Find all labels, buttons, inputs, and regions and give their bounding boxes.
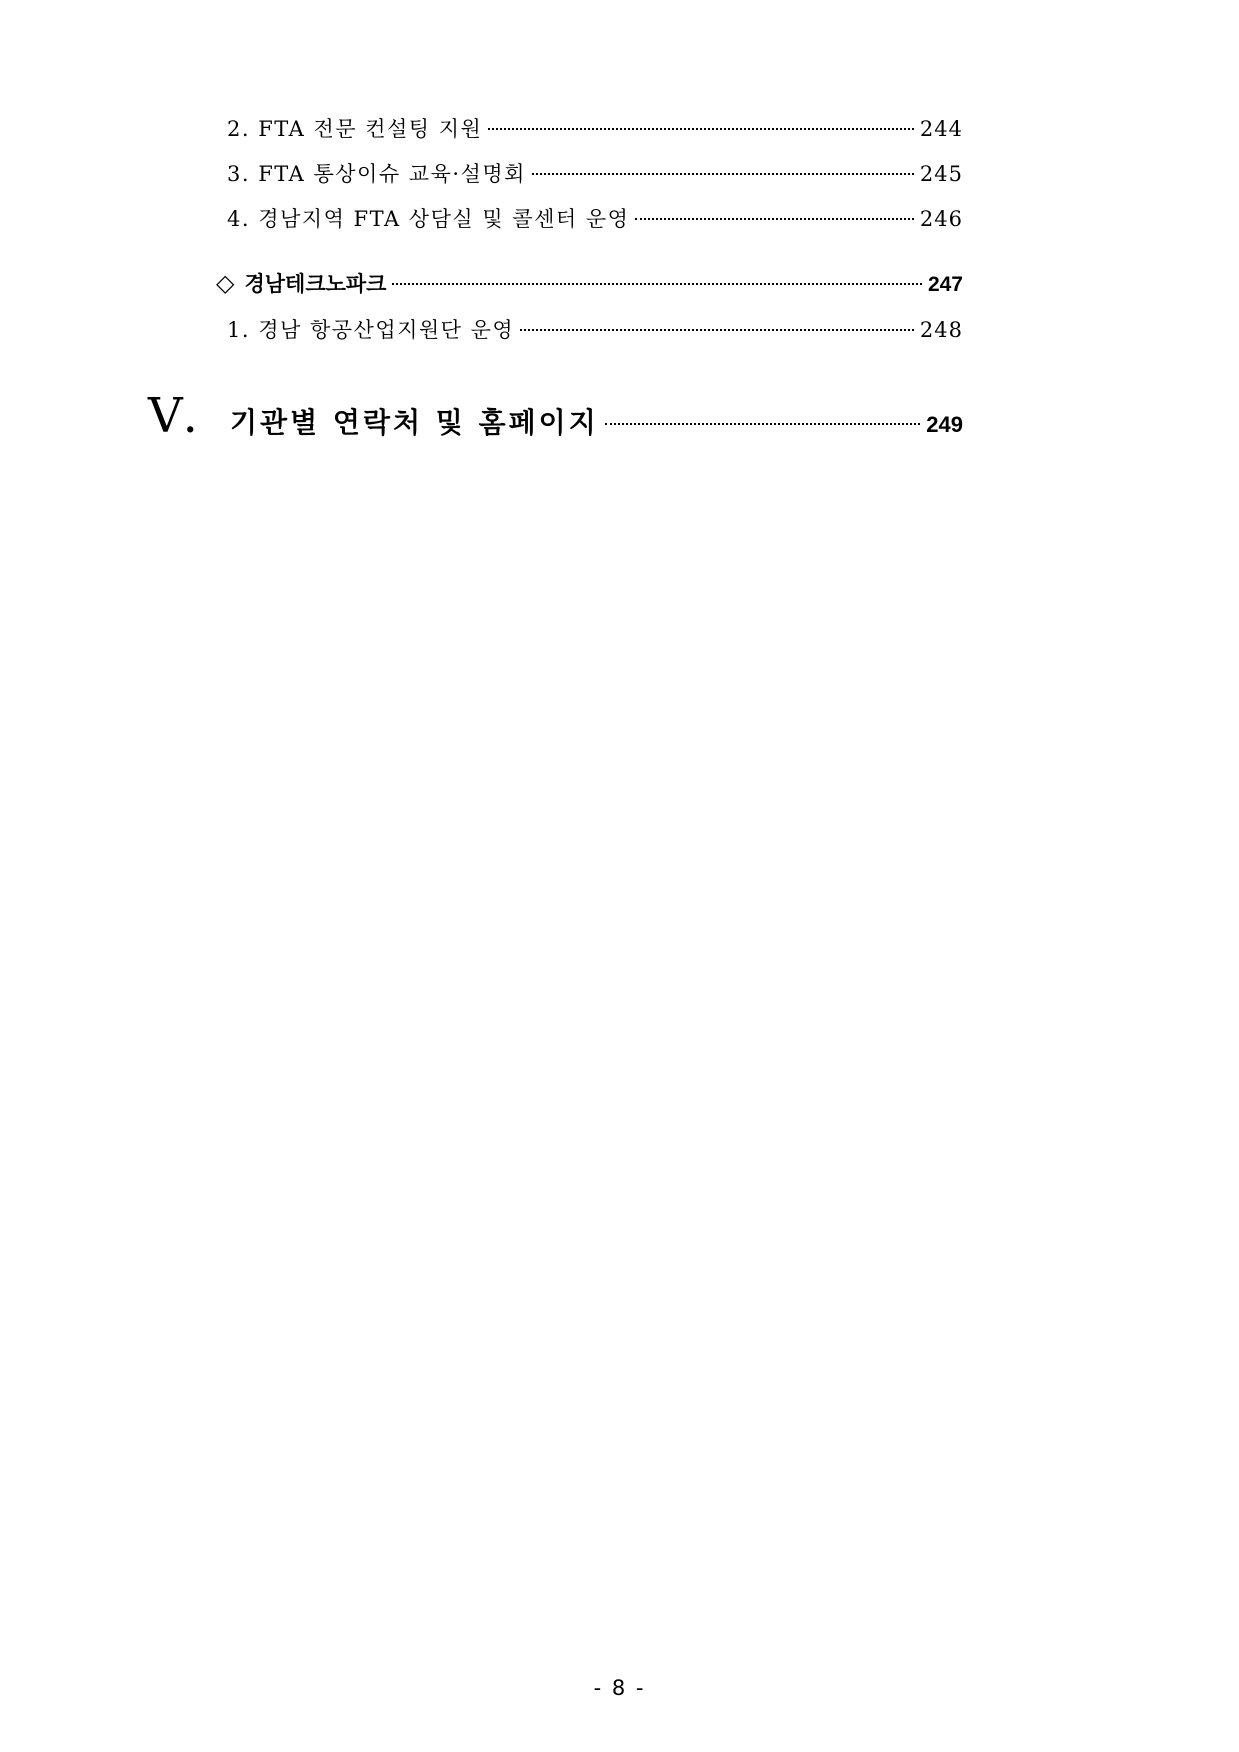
toc-entry-page: 248 (919, 318, 963, 342)
dot-leader (532, 173, 914, 175)
toc-chapter-heading[interactable] (148, 388, 963, 444)
toc-entry-page: 246 (919, 207, 963, 231)
toc-entry-label: 2. FTA 전문 컨설팅 지원 (227, 117, 483, 141)
toc-entry-label: 1. 경남 항공산업지원단 운영 (227, 318, 515, 342)
toc-entry-label: 4. 경남지역 FTA 상담실 및 콜센터 운영 (227, 207, 630, 231)
page-number-footer: - 8 - (593, 1676, 646, 1700)
toc-entry[interactable] (227, 314, 963, 344)
toc-section-title: 경남테크노파크 (244, 271, 387, 296)
toc-entry[interactable] (227, 113, 963, 143)
toc-entry-label: 3. FTA 통상이슈 교육·설명회 (227, 162, 526, 186)
toc-entry[interactable] (227, 203, 963, 233)
toc-chapter-page: 249 (926, 412, 963, 437)
diamond-icon: ◇ (216, 269, 235, 297)
dot-leader (392, 283, 921, 285)
toc-entry-page: 244 (919, 117, 963, 141)
toc-entry-page: 245 (919, 162, 963, 186)
dot-leader (520, 329, 914, 331)
toc-section-page: 247 (927, 273, 963, 296)
toc-section-label (216, 268, 386, 298)
dot-leader (605, 423, 921, 425)
dot-leader (635, 218, 914, 220)
toc-chapter-label (148, 388, 599, 444)
toc-entry[interactable] (227, 158, 963, 188)
dot-leader (488, 128, 914, 130)
chapter-title: 기관별 연락처 및 홈페이지 (230, 406, 599, 439)
toc-section-heading[interactable] (216, 268, 963, 298)
chapter-numeral: Ⅴ. (148, 388, 198, 444)
